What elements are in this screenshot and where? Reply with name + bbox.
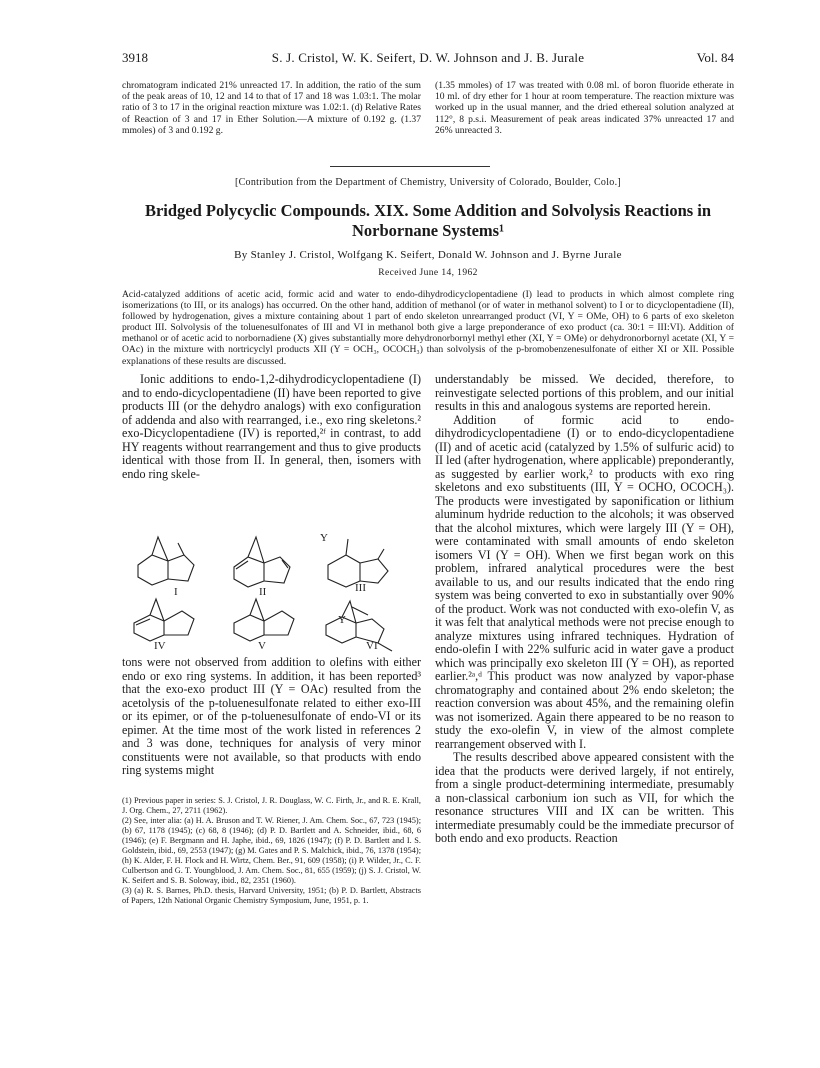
substituent-Y-VI: Y [338, 614, 346, 626]
previous-article-left-column: chromatogram indicated 21% unreacted 17. In addition, the ratio of the sum of the peak areas of 10, 12 and 14 to that of 17 and 18 was 1.03:1. The molar ratio of 3 to 17 in the original reaction mixture was 1.02:1. (d) Relative Rates of Reaction of 3 and 17 in Ether Solution.—A mixture of 0.192 g. (1.37 mmoles) of 3 and 0.192 g. [122, 80, 421, 136]
label-I: I [174, 586, 178, 598]
structure-V [234, 599, 294, 641]
running-header [122, 50, 734, 66]
previous-article-right-column: (1.35 mmoles) of 17 was treated with 0.08 ml. of boron fluoride etherate in 10 ml. of dry ether for 1 hour at room temperature. The reaction mixture was worked up in the usual manner, and the dried ethereal solution analyzed at 112°, 8 p.s.i. Measurement of peak areas indicated 37% unreacted 17 and 26% unreacted 3. [435, 80, 734, 136]
structure-II [234, 537, 290, 587]
label-III: III [355, 582, 366, 594]
label-IV: IV [154, 640, 166, 652]
right-paragraph-1: understandably be missed. We decided, therefore, to reinvestigate selected portions of this problem, and our initial results in this and analogous systems are reported herein. [435, 372, 734, 413]
structure-IV [134, 599, 194, 641]
contribution-line: [Contribution from the Department of Chemistry, University of Colorado, Boulder, Colo.] [234, 177, 622, 188]
byline: By Stanley J. Cristol, Wolfgang K. Seifert, Donald W. Johnson and J. Byrne Jurale [234, 249, 622, 261]
footnote-1: (1) Previous paper in series: S. J. Cristol, J. R. Douglass, W. C. Firth, Jr., and R. E. Krall, J. Org. Chem., 27, 2711 (1962). [122, 796, 421, 815]
footnote-2: (2) See, inter alia: (a) H. A. Bruson and T. W. Riener, J. Am. Chem. Soc., 67, 723 (1945); (b) 67, 1178 (1945); (c) 68, 8 (1946); (d) P. D. Bartlett and A. Schneider, ibid., 68, 6 (1946); (e) F. Bergmann and H. Japhe, ibid., 69, 1826 (1947); (f) P. D. Bartlett and I. S. Goldstein, ibid., 69, 2553 (1947); (g) M. Gates and P. S. Malchick, ibid., 76, 1378 (1954); (h) K. Alder, F. H. Flock and H. Wirtz, Chem. Ber., 91, 609 (1958); (i) P. Wilder, Jr., C. F. Culbertson and G. T. Youngblood, J. Am. Chem. Soc., 81, 655 (1959); (j) S. J. Cristol, W. K. Seifert and S. B. Soloway, ibid., 82, 2351 (1960). [122, 816, 421, 885]
right-column [435, 373, 734, 846]
left-column-bottom [122, 656, 421, 778]
structure-I [138, 537, 194, 585]
structure-drawings [122, 521, 421, 653]
previous-article-tail [122, 80, 734, 150]
article-title: Bridged Polycyclic Compounds. XIX. Some Addition and Solvolysis Reactions in Norbornane Systems¹ [144, 201, 712, 240]
label-V: V [258, 640, 266, 652]
footnotes [122, 796, 421, 906]
abstract: Acid-catalyzed additions of acetic acid, formic acid and water to endo-dihydrodicyclopentadiene (I) lead to products in which almost complete ring isomerizations (to III, or its analogs) has occurred. On the other hand, addition of methanol (or of water in methanol solvent) to I or to dicyclopentadiene (II), followed by hydrogenation, gives a mixture containing about 1 part of endo skeleton unrearranged product (VI, Y = OMe, OH) to 6 parts of exo skeleton product III. Solvolysis of the toluenesulfonates of III and VI in methanol both give a large preponderance of exo product (ca. 30:1 = III:VI). Addition of methanol or of acetic acid to norbornadiene (X) gives substantially more dehydronorbornyl methyl ether (XI, Y = OMe) or dehydronorbornyl acetate (XI, Y = OAc) in the mixture with nortricyclyl products XII (Y = OCH₃, OCOCH₃) than solvolysis of the p-bromobenzenesulfonate of either XI or XII. Possible explanations of these results are discussed. [122, 289, 734, 367]
substituent-Y-III: Y [320, 532, 328, 544]
running-authors: S. J. Cristol, W. K. Seifert, D. W. Johnson and J. B. Jurale [271, 50, 585, 65]
received-date: Received June 14, 1962 [378, 268, 478, 278]
footnote-3: (3) (a) R. S. Barnes, Ph.D. thesis, Harvard University, 1951; (b) P. D. Bartlett, Abstracts of Papers, 12th National Organic Chemistry Symposium, June, 1951, p. 1. [122, 886, 421, 905]
structure-figure [122, 521, 421, 653]
structure-VI [326, 601, 392, 651]
right-paragraph-2: Addition of formic acid to endo-dihydrodicyclopentadiene (I) or to endo-dicyclopentadiene (II) and of acetic acid (catalyzed by 1.5% of sulfuric acid) to II led (after hydrogenation, where applicable) preponderantly, as suggested by earlier work,² to products with exo ring skeletons and exo substituents (III, Y = OCHO, OCOCH₃). The products were investigated by saponification or lithium aluminum hydride reduction to the alcohols; it was observed that the alcohol mixtures, which were largely III (Y = OH), were contaminated with small amounts of endo skeleton isomers VI (Y = OH). When we first began work on this problem, infrared analytical procedures were the best available to us, and our results indicated that the endo ring system was being converted to exo in substantially over 90% of the product. Work was not conducted with exo-olefin V, as it was felt that analytical methods were not precise enough to analyze mixtures using infrared techniques. Hydration of endo-olefin I with 22% sulfuric acid in water gave a product which was principally exo skeleton III (Y = OH), as reported earlier.²ᵃ,ᵈ This product was now analyzed by vapor-phase chromatography and contained about 2% endo skeleton; the reaction conversion was about 45%, and the remaining olefin was not isomerized. Again there appeared to be no reason to study the exo-olefin V, in view of the almost complete rearrangement observed with I. [435, 412, 734, 751]
label-II: II [259, 586, 267, 598]
left-column-continuation: tons were not observed from addition to olefins with either endo or exo ring systems. In addition, it has been reported³ that the exo-exo product III (Y = OAc) resulted from the acetolysis of the p-toluenesulfonate related to either exo-III or its epimer, or of the p-toluenesulfonate of endo-VI or its epimer. At the time most of the work listed in references 2 and 3 was done, techniques for analysis of very minor constituents were not available, so that products with endo ring systems might [122, 655, 421, 777]
right-paragraph-3: The results described above appeared consistent with the idea that the products were derived largely, if not entirely, from a single product-determining intermediate, presumably a non-classical carbonium ion such as VII, for which the resonance structures VIII and IX can be written. This intermediate presumably could be the immediate precursor of both endo and exo products. Reaction [435, 750, 734, 845]
label-VI: VI [366, 640, 378, 652]
left-column-top [122, 373, 421, 481]
intro-paragraph: Ionic additions to endo-1,2-dihydrodicyclopentadiene (I) and to endo-dicyclopentadiene (II) have been reported to give products III (or the dehydro analogs) with exo configuration of addenda and also with rearranged, i.e., exo ring skeletons.² exo-Dicyclopentadiene (IV) is reported,²ᶠ in contrast, to add HY reagents without rearrangement and thus to give products identical with those from II. In general, then, isomers with endo ring skele- [122, 372, 421, 481]
structure-III [328, 539, 388, 587]
page-number: 3918 [122, 50, 148, 65]
volume-number: Vol. 84 [696, 50, 734, 65]
section-divider [330, 166, 490, 167]
